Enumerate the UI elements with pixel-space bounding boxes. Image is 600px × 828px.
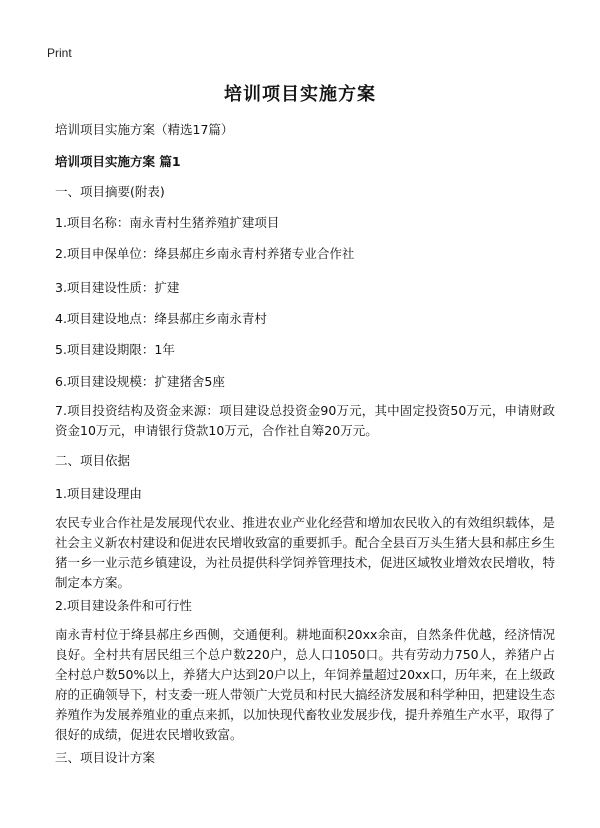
part2-heading: 二、项目依据: [55, 453, 131, 468]
summary-item-nature: 3.项目建设性质：扩建: [55, 280, 180, 295]
subtitle: 培训项目实施方案（精选17篇）: [55, 122, 234, 137]
feasibility-heading: 2.项目建设条件和可行性: [55, 598, 192, 613]
page-title: 培训项目实施方案: [224, 84, 376, 105]
summary-item-applicant: 2.项目申保单位：绛县郝庄乡南永青村养猪专业合作社: [55, 246, 355, 261]
part1-heading: 一、项目摘要(附表): [55, 184, 165, 199]
section-heading: 培训项目实施方案 篇1: [55, 154, 181, 169]
print-link[interactable]: Print: [47, 46, 72, 60]
reason-paragraph: 农民专业合作社是发展现代农业、推进农业产业化经营和增加农民收入的有效组织载体，是社会主义新农村建设和促进农民增收致富的重要抓手。配合全县百万头生猪大县和郝庄乡生猪一乡一业示范乡镇建设，为社员提供科学饲养管理技术，促进区域牧业增效农民增收，特制定本方案。: [55, 515, 556, 590]
part3-heading: 三、项目设计方案: [55, 750, 156, 765]
feasibility-paragraph: 南永青村位于绛县郝庄乡西侧，交通便利。耕地面积20xx余亩，自然条件优越，经济情况良好。全村共有居民组三个总户数220户，总人口1050口。共有劳动力750人，养猪户占全村总户数50%以上，养猪大户达到20户以上，年饲养量超过20xx口，历年来，在上级政府的正确领导下，村支委一班人带领广大党员和村民大搞经济发展和科学种田，把建设生态养殖作为发展养殖业的重点来抓，以加快现代畜牧业发展步伐，提升养殖生产水平，取得了很好的成绩，促进农民增收致富。: [55, 627, 556, 742]
summary-item-name: 1.项目名称：南永青村生猪养殖扩建项目: [55, 215, 280, 230]
reason-heading: 1.项目建设理由: [55, 486, 142, 501]
summary-item-investment: 7.项目投资结构及资金来源：项目建设总投资金90万元，其中固定投资50万元，申请财政资金10万元，申请银行贷款10万元，合作社自筹20万元。: [55, 403, 555, 438]
summary-item-location: 4.项目建设地点：绛县郝庄乡南永青村: [55, 311, 267, 326]
summary-item-period: 5.项目建设期限：1年: [55, 342, 175, 357]
summary-item-scale: 6.项目建设规模：扩建猪舍5座: [55, 374, 225, 389]
